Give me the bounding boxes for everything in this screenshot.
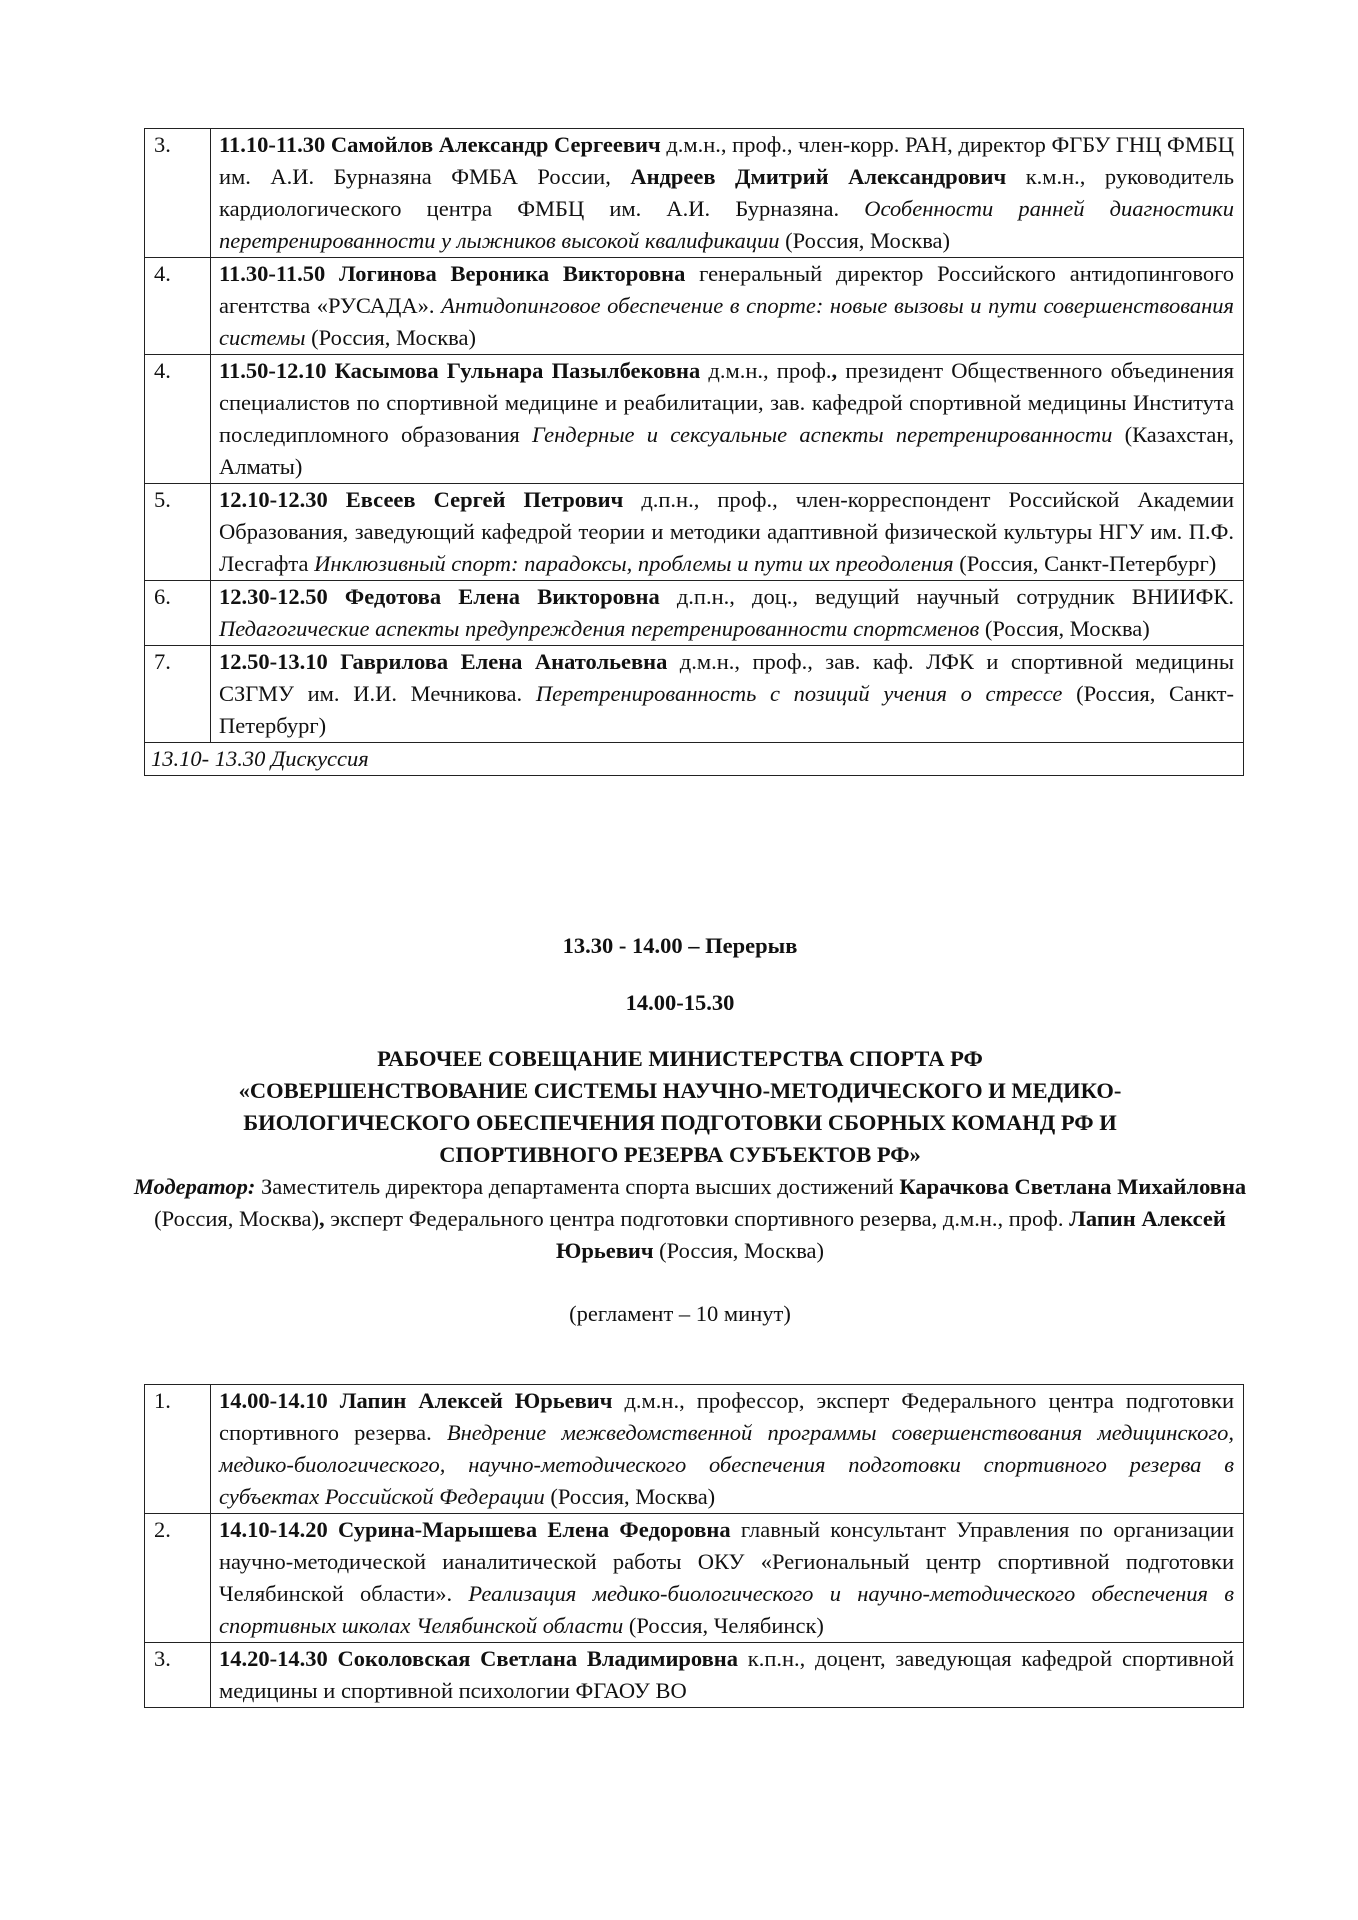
row-text: д.п.н., проф., член-корреспондент Российской Академии Образования, заведующий кафедрой теории и методики адаптивной физической культуры НГУ им. П.Ф. Лесгафта (219, 487, 1234, 576)
row-text: (Казахстан, Алматы) (219, 422, 1235, 479)
program-table-session (144, 1384, 1244, 1708)
discussion-row (145, 743, 1244, 776)
row-number: 1. (145, 1385, 211, 1514)
program-table-morning-body (145, 129, 1244, 743)
program-row (145, 1643, 1244, 1708)
session-heading-line-2: «СОВЕРШЕНСТВОВАНИЕ СИСТЕМЫ НАУЧНО-МЕТОДИЧЕСКОГО И МЕДИКО- (238, 1078, 1122, 1103)
talk-title: Инклюзивный спорт: парадоксы, проблемы и пути их преодоления (314, 551, 954, 576)
moderator-name-1: Карачкова Светлана Михайловна (899, 1174, 1247, 1199)
speaker-text: 12.50-13.10 Гаврилова Елена Анатольевна (219, 649, 668, 674)
session-heading (130, 1043, 1230, 1171)
program-row (145, 484, 1244, 581)
row-text: (Россия, Челябинск) (623, 1613, 824, 1638)
row-number: 3. (145, 129, 211, 258)
talk-title: Гендерные и сексуальные аспекты перетренированности (531, 422, 1113, 447)
row-content (211, 1514, 1244, 1643)
reglament-note: (регламент – 10 минут) (569, 1301, 791, 1326)
talk-title: Педагогические аспекты предупреждения перетренированности спортсменов (219, 616, 980, 641)
row-text: главный консультант Управления по организации научно-методической ианалитической работы ОКУ «Региональный центр спортивной подготовки Челябинской области». (219, 1517, 1234, 1606)
moderator-text-3: эксперт Федерального центра подготовки спортивного резерва, д.м.н., проф. (324, 1206, 1070, 1231)
row-text: (Россия, Москва) (979, 616, 1150, 641)
row-number: 4. (145, 258, 211, 355)
speaker-text: 14.00-14.10 Лапин Алексей Юрьевич (219, 1388, 613, 1413)
break-line: 13.30 - 14.00 – Перерыв (562, 933, 798, 958)
row-content (211, 646, 1244, 743)
speaker-text: 12.10-12.30 Евсеев Сергей Петрович (219, 487, 624, 512)
program-row (145, 581, 1244, 646)
discussion-cell: 13.10- 13.30 Дискуссия (145, 743, 1244, 776)
row-text: к.п.н., доцент, заведующая кафедрой спортивной медицины и спортивной психологии ФГАОУ ВО (219, 1646, 1235, 1703)
row-text: (Россия, Санкт-Петербург) (953, 551, 1217, 576)
row-text: д.м.н., проф. (700, 358, 832, 383)
moderator-name-2: Лапин Алексей Юрьевич (555, 1206, 1226, 1263)
session-heading-line-4: СПОРТИВНОГО РЕЗЕРВА СУБЪЕКТОВ РФ» (439, 1142, 921, 1167)
row-text: д.м.н., проф., член-корр. РАН, директор ФГБУ ГНЦ ФМБЦ им. А.И. Бурназяна ФМБА России, (219, 132, 1234, 189)
talk-title: Особенности ранней диагностики перетренированности у лыжников высокой квалификации (219, 196, 1234, 253)
speaker-text: 11.30-11.50 Логинова Вероника Викторовна (219, 261, 686, 286)
row-text: д.м.н., проф., зав. каф. ЛФК и спортивной медицины СЗГМУ им. И.И. Мечникова. (219, 649, 1234, 706)
row-content (211, 258, 1244, 355)
row-content (211, 484, 1244, 581)
talk-title: Внедрение межведомственной программы совершенствования медицинского, медико-биологического, научно-методического обеспечения подготовки спортивного резерва в субъектах Российской Федерации (219, 1420, 1235, 1509)
speaker-text: Андреев Дмитрий Александрович (630, 164, 1007, 189)
program-row (145, 1385, 1244, 1514)
row-number: 4. (145, 355, 211, 484)
program-row (145, 258, 1244, 355)
program-row (145, 355, 1244, 484)
moderator-label: Модератор: (133, 1174, 256, 1199)
talk-title: Антидопинговое обеспечение в спорте: новые вызовы и пути совершенствования системы (219, 293, 1234, 350)
row-text: (Россия, Москва) (779, 228, 951, 253)
moderator-comma: , (319, 1206, 325, 1231)
row-content (211, 129, 1244, 258)
row-number: 2. (145, 1514, 211, 1643)
session-time: 14.00-15.30 (625, 990, 735, 1015)
row-number: 3. (145, 1643, 211, 1708)
speaker-text: 11.10-11.30 Самойлов Александр Сергеевич (219, 132, 661, 157)
speaker-text: 11.50-12.10 Касымова Гульнара Пазылбековна (219, 358, 701, 383)
row-content (211, 581, 1244, 646)
moderator-text-2: (Россия, Москва) (154, 1206, 320, 1231)
session-heading-line-3: БИОЛОГИЧЕСКОГО ОБЕСПЕЧЕНИЯ ПОДГОТОВКИ СБОРНЫХ КОМАНД РФ И (243, 1110, 1117, 1135)
row-content (211, 1385, 1244, 1514)
row-text: д.п.н., доц., ведущий научный сотрудник ВНИИФК. (659, 584, 1234, 609)
speaker-text: 14.10-14.20 Сурина-Марышева Елена Федоровна (219, 1517, 731, 1542)
program-row (145, 129, 1244, 258)
speaker-text: 12.30-12.50 Федотова Елена Викторовна (219, 584, 660, 609)
row-number: 6. (145, 581, 211, 646)
program-table-morning (144, 128, 1244, 776)
talk-title: Реализация медико-биологического и научно-методического обеспечения в спортивных школах Челябинской области (219, 1581, 1234, 1638)
speaker-text: , (831, 358, 838, 383)
moderator-paragraph (120, 1171, 1260, 1267)
moderator-text-4: (Россия, Москва) (653, 1238, 825, 1263)
row-text: (Россия, Москва) (305, 325, 476, 350)
row-text: президент Общественного объединения специалистов по спортивной медицине и реабилитации, зав. кафедрой спортивной медицины Института последипломного образования (219, 358, 1234, 447)
row-text: (Россия, Санкт-Петербург) (219, 681, 1234, 738)
row-number: 7. (145, 646, 211, 743)
row-text: генеральный директор Российского антидопингового агентства «РУСАДА». (219, 261, 1234, 318)
program-table-session-body (145, 1385, 1244, 1708)
row-content (211, 355, 1244, 484)
program-row (145, 1514, 1244, 1643)
moderator-text-1: Заместитель директора департамента спорта высших достижений (255, 1174, 900, 1199)
session-heading-line-1: РАБОЧЕЕ СОВЕЩАНИЕ МИНИСТЕРСТВА СПОРТА РФ (377, 1046, 983, 1071)
row-text: к.м.н., руководитель кардиологического центра ФМБЦ им. А.И. Бурназяна. (219, 164, 1234, 221)
row-number: 5. (145, 484, 211, 581)
speaker-text: 14.20-14.30 Соколовская Светлана Владимировна (219, 1646, 738, 1671)
row-content (211, 1643, 1244, 1708)
program-row (145, 646, 1244, 743)
row-text: (Россия, Москва) (544, 1484, 716, 1509)
row-text: д.м.н., профессор, эксперт Федерального центра подготовки спортивного резерва. (219, 1388, 1234, 1445)
talk-title: Перетренированность с позиций учения о стрессе (535, 681, 1063, 706)
